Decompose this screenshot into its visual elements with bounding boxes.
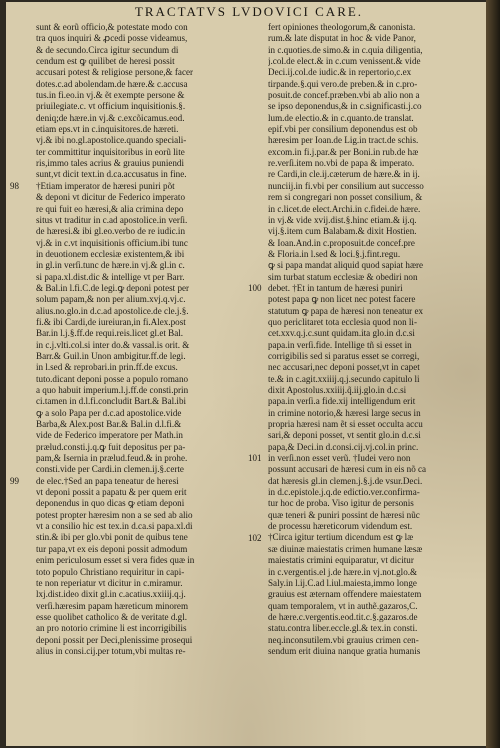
text-line: situs vt traditur in c.ad apostolice.in verſi. — [36, 214, 188, 225]
text-line: cendum est ꝙ quilibet de heresi possit — [36, 56, 175, 67]
text-line: enim periculosum esset si vera fides quæ in — [36, 555, 195, 566]
text-line: potest papa ꝙ non licet nec potest facere — [268, 294, 416, 305]
text-line: hæresim per Ioan.de Lig.in tract.de schis. — [268, 135, 419, 146]
text-line: alius in consi.cij.per totum,vbi multas re- — [36, 645, 186, 656]
text-line: pam,& Isernia in prælud.feud.& in prohe. — [36, 453, 188, 464]
text-line: vij.§.item cum Balabam.& dixit Hostien. — [268, 226, 417, 237]
text-line: verſi.hæresim papam hæreticum minorem — [36, 600, 189, 611]
text-line: nec accusari,nec deponi posset,vt in capet — [268, 362, 420, 373]
text-line: rum.& late disputat in hoc & vide Panor, — [268, 33, 416, 44]
text-line: deniq;de hære.in vj.& c.excõicamus.eod. — [36, 112, 185, 123]
text-line: Deci.ij.col.de iudic.& in repertorio,c.ex — [268, 67, 412, 78]
text-line: Bar.in l.j.§.ff.de requi.reis.licet gl.et Bal. — [36, 328, 184, 339]
text-line: de hæresi.& ibi gl.eo.verbo de re iudic.in — [36, 226, 185, 237]
text-line: in deuotionem ecclesiæ existentem,& ibi — [36, 248, 185, 259]
text-line: in c.j.vlti.col.si inter do.& vassal.is orit. & — [36, 339, 190, 350]
text-line: tirpande.§.qui vero.de preben.& in c.pro- — [268, 78, 418, 89]
text-line: debet. †Et in tantum de hæresi puniri — [268, 282, 403, 293]
text-line: tur hoc de proba. Viso igitur de personis — [268, 498, 414, 509]
text-line: fert opiniones theologorum,& canonista. — [268, 22, 416, 32]
margin-paragraph-number: 99 — [10, 476, 19, 486]
text-line: †Circa igitur tertium dicendum est ꝙ læ — [268, 532, 414, 543]
text-line: ci.tamen in d.l.fi.concludit Bart.& Bal.ibi — [36, 396, 187, 407]
text-line: sunt,vt dicit text.in d.ca.accusatus in fine. — [36, 169, 187, 180]
text-line: esse quolibet catholico & de veritate d.gl. — [36, 611, 188, 622]
text-line: in crimine notorio,& hæresi large secus in — [268, 407, 421, 418]
text-line: epif.vbi per consilium deponendus est ob — [268, 124, 418, 135]
text-line: dotes.c.ad abolendam.de hære.& c.accusa — [36, 78, 188, 89]
text-line: & Bal.in l.fi.C.de legi.ꝙ deponi potest per — [36, 282, 190, 293]
text-line: & Ioan.And.in c.proposuit.de concef.pre — [268, 237, 415, 248]
text-line: & de secundo.Circa igitur secundum di — [36, 44, 179, 55]
text-line: sendum erit diuina nanque gratia humanis — [268, 645, 421, 656]
text-line: ꝙ a solo Papa per d.c.ad apostolice.vide — [36, 407, 182, 418]
text-line: stin.& ibi per glo.vbi ponit de quibus tene — [36, 532, 188, 543]
text-line: re qui fuit eo hæresi,& alia crimina depo — [36, 203, 184, 214]
text-line: deponendus in quo dicas ꝙ etiam deponi — [36, 498, 185, 509]
margin-paragraph-number: 100 — [248, 283, 262, 294]
text-line: quæ teneri & puniri possint de hæresi nũc — [268, 509, 420, 520]
book-page — [6, 2, 492, 746]
right-text-column — [268, 22, 474, 657]
text-line: an pro notorio crimine li est incorrigibilis — [36, 623, 187, 634]
text-line: se ipso deponendus,& in c.significasti.j.co — [268, 101, 422, 112]
text-line: Barr.& Guil.in Unon ambigitur.ff.de legi. — [36, 350, 186, 361]
text-line: potest propter hæresim non a se sed ab alio — [36, 509, 193, 520]
text-line: ter committitur inquisitoribus in eorũ lite — [36, 146, 185, 157]
text-line: vt deponi possit a papatu & per quem erit — [36, 487, 187, 498]
text-line: maiestatis crimini equiparatur, vt dicitur — [268, 555, 414, 566]
text-line: etiam eps.vt in c.inquisitores.de hæreti. — [36, 124, 179, 135]
text-line: grauius est æternam offendere maiestatem — [268, 589, 422, 600]
text-line: & Floria.in l.sed & loci.§.j.fint.regu. — [268, 248, 401, 259]
text-line: vt a consilio hic est tex.in d.ca.si papa.xl.di — [36, 521, 193, 532]
text-line: statutum ꝙ papa de hæresi non teneatur ex — [268, 305, 424, 316]
text-line: dat hæresis gl.in clemen.j.§.j.de vsur.Deci. — [268, 475, 423, 486]
text-line: priuilegiate.c. vt officium inquisitionis.§. — [36, 101, 186, 112]
text-line: tur papa,vt ex eis deponi possit admodum — [36, 543, 188, 554]
text-line: excom.in fi.j.par.& per Boni.in rub.de hæ — [268, 146, 419, 157]
margin-paragraph-number: 98 — [10, 180, 19, 191]
text-line: papa.in verſi.fide. Intellige tñ si esset in — [268, 339, 412, 350]
text-line: accusari potest & religiose persone,& facer — [36, 67, 194, 78]
text-line: sunt & eorũ officio,& potestate modo con — [36, 22, 188, 32]
text-line: possunt accusari de hæresi cum in eis nõ ca — [268, 464, 427, 475]
text-line: ꝙ si papa mandat aliquid quod sapiat hære — [268, 260, 424, 271]
text-line: in c.licet.de elect.Archi.in c.fidei.de hære. — [268, 203, 421, 214]
text-line: quo periclitaret tota ecclesia quod non li- — [268, 316, 417, 327]
text-line: te non reperiatur vt dicitur in c.miramur. — [36, 577, 183, 588]
text-line: de processu hæreticorum videndum est. — [268, 521, 413, 532]
text-line: in c.quoties.de simo.& in c.quia diligentia, — [268, 44, 423, 55]
text-line: rem si congregari non posset consilium, & — [268, 192, 423, 203]
text-line: vj.& ibi no.gl.apostolice.quando speciali- — [36, 135, 187, 146]
text-line: corrigibilis sed si paratus esset se corregi, — [268, 350, 420, 361]
text-line: papa,& Deci.in d.consi.cij.vj.col.in princ. — [268, 441, 419, 452]
text-line: papa.in verſi.a fide.xij intelligendum erit — [268, 396, 416, 407]
text-line: j.col.de elect.& in c.cum venissent.& vide — [268, 56, 421, 67]
margin-paragraph-number: 101 — [248, 453, 262, 464]
text-line: sim turbat statum ecclesiæ & obediri non — [268, 271, 418, 282]
text-line: in verſi.non esset verũ. †Iudei vero non — [268, 453, 411, 464]
text-line: ris,immo tales acrius & grauius puniendi — [36, 158, 184, 169]
text-line: nunciij.in fi.vbi per consilium aut successo — [268, 180, 424, 191]
text-line: †Etiam imperator de hæresi puniri põt — [36, 180, 175, 191]
text-line: neq.inconsutilem.vbi grauius crimen cen- — [268, 634, 419, 645]
text-line: Barba,& Alex.post Bar.& Bal.in d.l.fi.& — [36, 419, 182, 430]
text-line: solum papam,& non per alium.xvj.q.vj.c. — [36, 294, 186, 305]
running-head: TRACTATVS LVDOVICI CARE. — [134, 4, 364, 19]
text-line: sari,& deponi posset, vt sentit glo.in d.c.si — [268, 430, 421, 441]
text-line: lum.de electio.& in c.quanto.de translat. — [268, 112, 414, 123]
text-line: vide de Federico imperatore per Math.in — [36, 430, 183, 441]
text-line: de hære.c.vergentis.eod.tit.c.§.gazaros.de — [268, 611, 418, 622]
text-line: alius.no.glo.in d.c.ad apostolice.de cle.j.§. — [36, 305, 189, 316]
book-gutter-shadow — [486, 0, 500, 748]
text-line: a quo habuit imperium.l.j.ff.de consti.prin — [36, 385, 189, 395]
text-line: dixit Apostolus.xxiiij.q̃.iij.glo.in d.c.si — [268, 385, 407, 395]
text-line: toto populo Christiano requiritur in capi- — [36, 566, 185, 577]
text-line: propria hæresi nam ẽt si esset occulta accu — [268, 419, 423, 430]
text-line: tuto.dicant deponi posse a populo romano — [36, 373, 189, 384]
text-line: statu.contra liber.eccle.gl.& tex.in consti. — [268, 623, 418, 634]
margin-paragraph-number: 102 — [248, 532, 262, 543]
text-line: re Cardi,in cle.ij.cæterum de hære.& in ij. — [268, 169, 420, 180]
text-line: tus.in fi.eo.in vj.& ẽt exempte persone & — [36, 90, 185, 101]
text-line: in c.vergentis.el j.de hære.in vj.not.glo.& — [268, 566, 418, 577]
text-line: in gl.in verſi.tunc de hære.in vj.& gl.in c. — [36, 260, 185, 271]
text-line: si papa.xl.dist.dic & intellige vt per Barr. — [36, 271, 185, 282]
text-line: deponi possit per Deci,plenissime prosequi — [36, 634, 193, 645]
text-line: in vj.& vide xvij.dist.§.hinc etiam.& ij.q. — [268, 214, 417, 225]
text-line: de elec.†Sed an papa teneatur de heresi — [36, 475, 179, 486]
text-line: te.& in c.agit.xxiiij.q.j.secundo capitulo li — [268, 373, 420, 384]
text-line: Saly.in l.ij.C.ad l.iul.maiesta,immo longe — [268, 577, 417, 588]
text-line: lxj.dist.ideo dixit gl.in c.acatius.xxiiij.q.j. — [36, 589, 186, 600]
text-line: posuit.de concef.præben.vbi ab alio non a — [268, 90, 420, 101]
text-line: consti.vide per Cardi.in clemen.ij.§.certe — [36, 464, 184, 475]
text-line: cet.xxv.q.j.c.sunt quidam.ita glo.in d.c.si — [268, 328, 415, 339]
text-line: fi.& ibi Cardi,de iureiuran,in fi.Alex.post — [36, 316, 186, 327]
text-line: & deponi vt dicitur de Federico imperato — [36, 192, 185, 203]
text-line: in d.c.epistole.j.q.de edictio.ver.confirma- — [268, 487, 420, 498]
text-line: prælud.consti.j.q.ꝙ fuit depositus per pa- — [36, 441, 186, 452]
text-line: vj.& in c.vt inquisitionis officium.ibi tunc — [36, 237, 188, 248]
text-line: tra quos inquiri & ꝓcedi posse videamus, — [36, 33, 188, 44]
text-line: re.verſi.item no.vbi de papa & imperato. — [268, 158, 415, 169]
left-text-column — [36, 22, 236, 657]
text-line: in l.sed & reprobari.in prin.ff.de excus. — [36, 362, 178, 373]
text-line: sæ diuinæ maiestatis crimen humane læsæ — [268, 543, 423, 554]
text-line: quam temporalem, vt in authẽ.gazaros,C. — [268, 600, 418, 611]
